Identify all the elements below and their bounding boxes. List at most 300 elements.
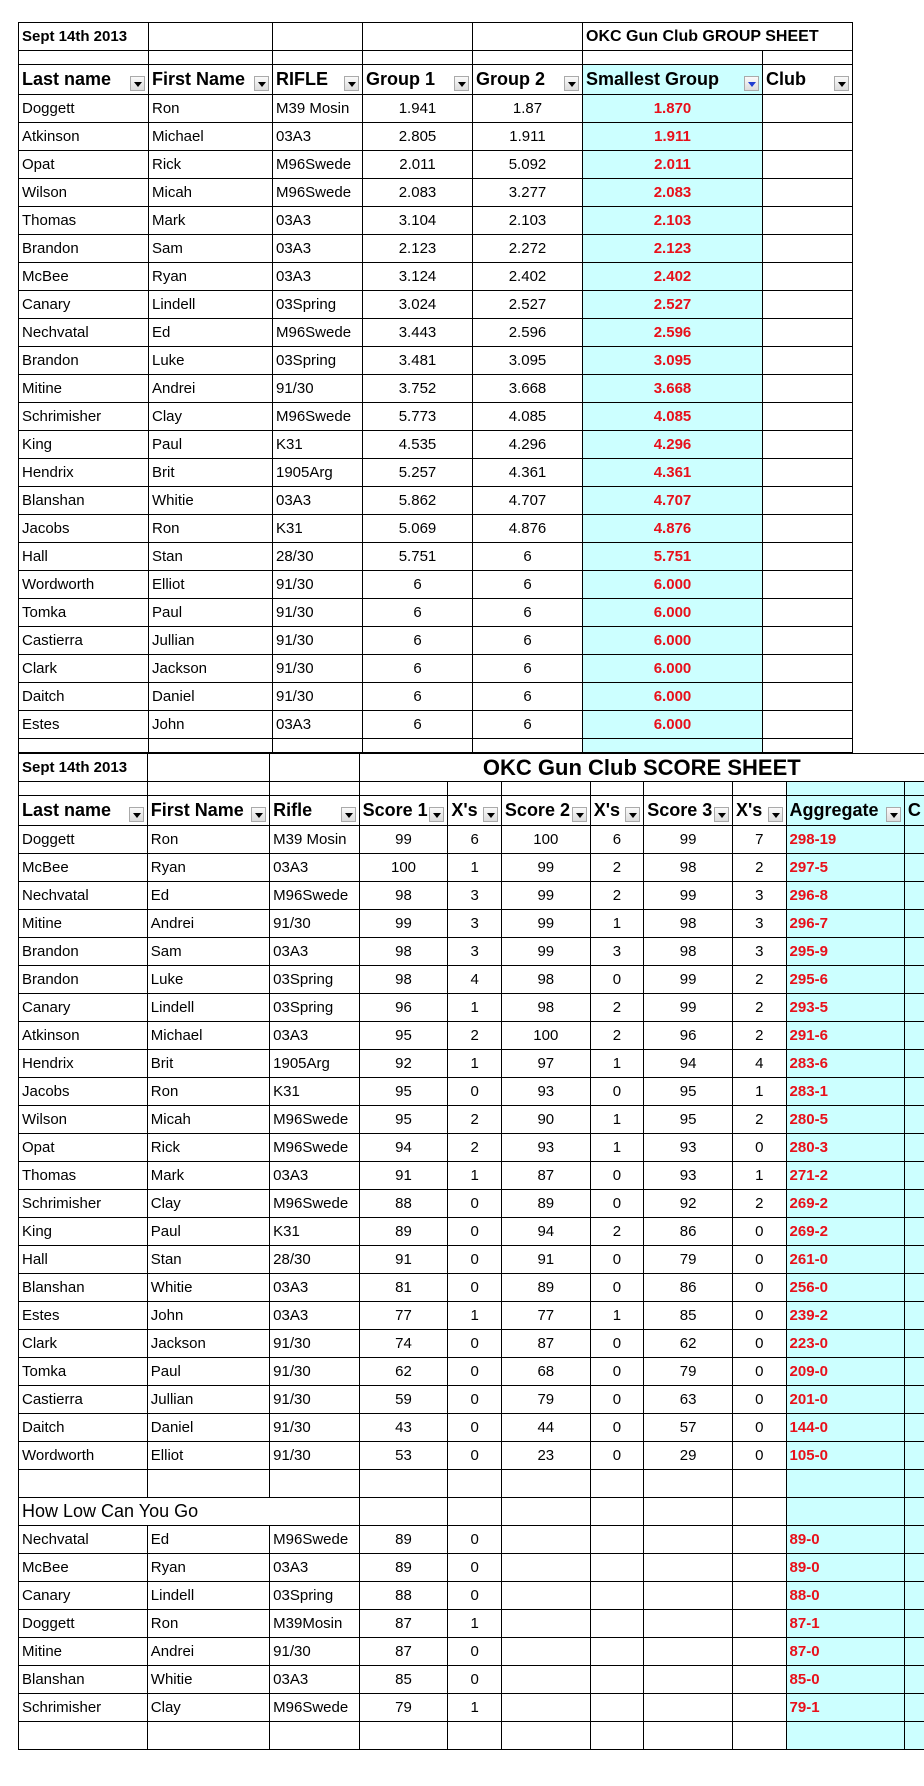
table-cell: 3.481 (363, 347, 473, 375)
table-cell (763, 291, 853, 319)
table-cell: 03A3 (270, 1554, 359, 1582)
table-cell: 68 (501, 1358, 590, 1386)
table-cell (904, 1134, 924, 1162)
table-cell: 5.257 (363, 459, 473, 487)
column-header-label: Score 3 (647, 799, 713, 820)
table-cell: Nechvatal (19, 1526, 148, 1554)
table-row (19, 1526, 924, 1554)
table-cell (590, 1526, 644, 1554)
table-cell: Andrei (147, 910, 269, 938)
table-cell: 4.876 (583, 515, 763, 543)
table-cell: 03A3 (270, 854, 359, 882)
table-cell: M96Swede (273, 403, 363, 431)
table-cell (733, 1554, 787, 1582)
table-cell (763, 179, 853, 207)
table-cell: 291-6 (786, 1022, 904, 1050)
table-cell: 3.104 (363, 207, 473, 235)
table-cell: 2 (733, 966, 787, 994)
table-cell: 1 (590, 1302, 644, 1330)
table-cell (763, 263, 853, 291)
table-cell: 03Spring (273, 347, 363, 375)
table-cell: 03A3 (270, 1274, 359, 1302)
table-cell: 2 (448, 1022, 502, 1050)
table-cell: 3 (590, 938, 644, 966)
filter-dropdown-icon[interactable] (834, 76, 849, 91)
table-cell (501, 1638, 590, 1666)
table-cell: K31 (270, 1078, 359, 1106)
table-cell: 98 (359, 882, 448, 910)
table-cell: 5.069 (363, 515, 473, 543)
table-cell: Andrei (149, 375, 273, 403)
table-cell: Nechvatal (19, 882, 148, 910)
table-cell: 4 (448, 966, 502, 994)
table-cell: 0 (448, 1218, 502, 1246)
column-header-label: Club (766, 68, 806, 89)
table-cell: Brandon (19, 966, 148, 994)
table-cell: M39 Mosin (273, 95, 363, 123)
table-cell: 95 (359, 1078, 448, 1106)
table-cell: Sam (149, 235, 273, 263)
table-cell: K31 (273, 515, 363, 543)
table-cell: 85 (644, 1302, 733, 1330)
filter-dropdown-icon[interactable] (251, 807, 266, 822)
table-cell: 2.527 (473, 291, 583, 319)
table-cell: 03A3 (270, 1022, 359, 1050)
table-cell (501, 1526, 590, 1554)
table-cell: Whitie (147, 1274, 269, 1302)
table-cell: Paul (149, 431, 273, 459)
table-cell: Daniel (149, 683, 273, 711)
table-cell: 0 (733, 1386, 787, 1414)
table-cell: 100 (359, 854, 448, 882)
table-cell (904, 966, 924, 994)
table-cell: 91/30 (273, 627, 363, 655)
table-cell (763, 711, 853, 739)
table-row (19, 1582, 924, 1610)
table-cell: Doggett (19, 1610, 148, 1638)
table-cell: 6 (363, 683, 473, 711)
table-cell (644, 1526, 733, 1554)
column-header (19, 796, 148, 826)
table-row (19, 1190, 924, 1218)
table-cell: 5.751 (363, 543, 473, 571)
table-cell: 3.095 (473, 347, 583, 375)
table-cell (904, 1190, 924, 1218)
score-date: Sept 14th 2013 (19, 754, 148, 782)
table-cell: 1 (448, 1694, 502, 1722)
column-header (473, 65, 583, 95)
table-cell: 5.862 (363, 487, 473, 515)
table-cell: Ron (147, 1610, 269, 1638)
table-cell: Castierra (19, 627, 149, 655)
table-cell: 5.773 (363, 403, 473, 431)
table-cell: Jullian (147, 1386, 269, 1414)
table-cell: John (149, 711, 273, 739)
table-row (19, 347, 853, 375)
table-cell: Ron (149, 95, 273, 123)
table-cell: 03A3 (273, 711, 363, 739)
table-cell: 4.361 (583, 459, 763, 487)
table-cell: 2.402 (473, 263, 583, 291)
column-header-label: Last name (22, 799, 112, 820)
filter-dropdown-icon[interactable] (886, 807, 901, 822)
table-cell (590, 1666, 644, 1694)
table-cell: King (19, 1218, 148, 1246)
table-cell: 90 (501, 1106, 590, 1134)
table-cell: Tomka (19, 1358, 148, 1386)
table-cell: 95 (644, 1078, 733, 1106)
table-cell: 63 (644, 1386, 733, 1414)
table-cell: Tomka (19, 599, 149, 627)
table-cell: 03Spring (270, 966, 359, 994)
table-cell: 03A3 (273, 487, 363, 515)
table-cell: 91/30 (270, 1358, 359, 1386)
table-row (19, 826, 924, 854)
table-cell (501, 1554, 590, 1582)
table-cell: 4.361 (473, 459, 583, 487)
table-cell (763, 459, 853, 487)
table-cell: 0 (448, 1554, 502, 1582)
table-cell: 1 (448, 994, 502, 1022)
table-cell: Whitie (147, 1666, 269, 1694)
table-cell: 79 (359, 1694, 448, 1722)
table-cell: 6 (363, 571, 473, 599)
table-row (19, 319, 853, 347)
table-cell: Paul (147, 1358, 269, 1386)
table-cell: Paul (147, 1218, 269, 1246)
table-cell (733, 1666, 787, 1694)
table-cell: 87-0 (786, 1638, 904, 1666)
table-cell: Blanshan (19, 487, 149, 515)
table-cell: 28/30 (270, 1246, 359, 1274)
filter-dropdown-icon[interactable] (344, 76, 359, 91)
table-row (19, 1302, 924, 1330)
table-cell: Brit (149, 459, 273, 487)
table-cell: 2 (448, 1134, 502, 1162)
table-cell (733, 1582, 787, 1610)
table-cell: 89 (501, 1274, 590, 1302)
table-cell: M96Swede (273, 319, 363, 347)
table-cell: 6 (473, 571, 583, 599)
table-cell: 85-0 (786, 1666, 904, 1694)
table-cell: M96Swede (270, 1526, 359, 1554)
table-cell (904, 1554, 924, 1582)
table-cell: 2.103 (583, 207, 763, 235)
table-cell: 91/30 (273, 683, 363, 711)
table-cell (763, 403, 853, 431)
table-cell: 0 (590, 1414, 644, 1442)
table-cell: 6 (473, 599, 583, 627)
table-row (19, 910, 924, 938)
table-row (19, 95, 853, 123)
table-cell: McBee (19, 263, 149, 291)
table-cell: 6.000 (583, 655, 763, 683)
table-cell: 0 (448, 1078, 502, 1106)
filter-dropdown-icon[interactable] (714, 807, 729, 822)
table-cell (904, 826, 924, 854)
table-cell: 0 (733, 1246, 787, 1274)
table-cell: 0 (733, 1414, 787, 1442)
column-header-label: Score 1 (362, 799, 428, 820)
table-cell: 94 (501, 1218, 590, 1246)
table-row (19, 1442, 924, 1470)
table-cell (763, 683, 853, 711)
table-cell (904, 938, 924, 966)
table-cell: 296-7 (786, 910, 904, 938)
filter-dropdown-icon[interactable] (454, 76, 469, 91)
table-cell: 86 (644, 1218, 733, 1246)
table-cell: 298-19 (786, 826, 904, 854)
table-cell: 6 (363, 599, 473, 627)
table-cell (904, 1414, 924, 1442)
table-cell (590, 1638, 644, 1666)
table-cell: 0 (733, 1274, 787, 1302)
table-row (19, 543, 853, 571)
table-cell: Lindell (147, 1582, 269, 1610)
table-cell (904, 1246, 924, 1274)
filter-dropdown-icon[interactable] (254, 76, 269, 91)
filter-dropdown-icon[interactable] (564, 76, 579, 91)
filter-dropdown-icon[interactable] (483, 807, 498, 822)
table-cell: Hendrix (19, 459, 149, 487)
table-cell: Wilson (19, 179, 149, 207)
table-cell: 0 (448, 1582, 502, 1610)
table-cell: M96Swede (270, 1694, 359, 1722)
column-header-label: X's (736, 799, 763, 820)
table-cell: Lindell (149, 291, 273, 319)
table-cell: 86 (644, 1274, 733, 1302)
table-cell: 0 (448, 1638, 502, 1666)
table-cell (644, 1610, 733, 1638)
table-cell: 99 (359, 910, 448, 938)
table-cell: 0 (448, 1442, 502, 1470)
table-cell: 2.083 (583, 179, 763, 207)
table-row (19, 263, 853, 291)
table-cell: 2.011 (363, 151, 473, 179)
table-cell: 03A3 (273, 207, 363, 235)
table-cell (763, 151, 853, 179)
table-cell (763, 599, 853, 627)
table-cell: 295-9 (786, 938, 904, 966)
table-cell: 0 (590, 966, 644, 994)
table-cell (501, 1666, 590, 1694)
table-cell: 59 (359, 1386, 448, 1414)
table-cell: 4.707 (583, 487, 763, 515)
table-cell: Clark (19, 655, 149, 683)
table-cell: M96Swede (270, 882, 359, 910)
column-header-label: RIFLE (276, 68, 328, 89)
table-cell: 1.911 (583, 123, 763, 151)
table-row (19, 655, 853, 683)
table-cell: 43 (359, 1414, 448, 1442)
table-cell (590, 1582, 644, 1610)
table-cell: 89 (359, 1554, 448, 1582)
table-cell: 3.752 (363, 375, 473, 403)
table-cell (763, 123, 853, 151)
column-header-label: First Name (150, 799, 244, 820)
filter-dropdown-icon[interactable] (429, 807, 444, 822)
table-cell: 93 (501, 1134, 590, 1162)
table-cell (904, 1106, 924, 1134)
table-cell: 89 (501, 1190, 590, 1218)
table-cell: 3.668 (473, 375, 583, 403)
table-cell: Clark (19, 1330, 148, 1358)
table-cell: Rick (147, 1134, 269, 1162)
table-cell: 87 (359, 1610, 448, 1638)
column-header (149, 65, 273, 95)
table-cell: 6 (448, 826, 502, 854)
table-cell: 296-8 (786, 882, 904, 910)
table-cell: 95 (644, 1106, 733, 1134)
table-cell: 6 (363, 711, 473, 739)
table-cell: 269-2 (786, 1218, 904, 1246)
table-row (19, 403, 853, 431)
column-header (270, 796, 359, 826)
table-cell: 6 (473, 655, 583, 683)
filter-dropdown-icon[interactable] (129, 807, 144, 822)
table-row (19, 571, 853, 599)
table-cell: Opat (19, 1134, 148, 1162)
table-cell: 256-0 (786, 1274, 904, 1302)
table-cell: McBee (19, 1554, 148, 1582)
table-cell: M96Swede (270, 1134, 359, 1162)
table-cell: 1 (590, 1134, 644, 1162)
table-cell: 209-0 (786, 1358, 904, 1386)
table-cell: Ryan (147, 854, 269, 882)
column-header (448, 796, 502, 826)
table-cell (904, 1694, 924, 1722)
table-cell: 6.000 (583, 627, 763, 655)
table-cell: 77 (501, 1302, 590, 1330)
column-header: C (904, 796, 924, 826)
table-cell: Clay (147, 1694, 269, 1722)
table-cell: 99 (644, 826, 733, 854)
table-cell: 93 (501, 1078, 590, 1106)
table-cell: 91/30 (273, 655, 363, 683)
table-cell: 98 (359, 938, 448, 966)
table-cell: 2 (733, 854, 787, 882)
table-cell: 6 (473, 711, 583, 739)
table-cell (904, 1358, 924, 1386)
table-cell (501, 1582, 590, 1610)
group-date: Sept 14th 2013 (19, 23, 149, 51)
table-cell: 3.024 (363, 291, 473, 319)
table-cell: Luke (149, 347, 273, 375)
table-cell: 280-5 (786, 1106, 904, 1134)
table-row (19, 1610, 924, 1638)
table-cell: 98 (644, 938, 733, 966)
table-cell: 6 (363, 655, 473, 683)
table-cell: 0 (733, 1134, 787, 1162)
table-cell: 0 (733, 1442, 787, 1470)
filter-dropdown-icon[interactable] (744, 76, 759, 91)
filter-dropdown-icon[interactable] (768, 807, 783, 822)
table-cell: Doggett (19, 95, 149, 123)
filter-dropdown-icon[interactable] (130, 76, 145, 91)
table-cell: 3 (448, 910, 502, 938)
table-row (19, 1274, 924, 1302)
table-cell: Clay (147, 1190, 269, 1218)
table-cell: 283-6 (786, 1050, 904, 1078)
table-cell: 2 (448, 1106, 502, 1134)
table-cell: 4.085 (473, 403, 583, 431)
table-cell (763, 627, 853, 655)
table-row (19, 459, 853, 487)
table-cell: 0 (733, 1218, 787, 1246)
table-cell: 98 (644, 854, 733, 882)
table-cell: 2 (733, 994, 787, 1022)
table-cell: 1 (590, 1106, 644, 1134)
table-cell (644, 1666, 733, 1694)
table-cell: 6.000 (583, 683, 763, 711)
table-cell: 6 (363, 627, 473, 655)
table-cell: 1905Arg (273, 459, 363, 487)
table-cell: 100 (501, 826, 590, 854)
table-cell: 2 (733, 1190, 787, 1218)
table-cell: 62 (644, 1330, 733, 1358)
table-cell: 89 (359, 1218, 448, 1246)
table-cell: 03Spring (273, 291, 363, 319)
table-cell: Brandon (19, 347, 149, 375)
table-row (19, 1414, 924, 1442)
table-cell: 74 (359, 1330, 448, 1358)
table-cell: K31 (273, 431, 363, 459)
table-cell: 4.707 (473, 487, 583, 515)
table-cell: 79-1 (786, 1694, 904, 1722)
table-cell: 94 (359, 1134, 448, 1162)
table-cell: Hall (19, 1246, 148, 1274)
table-cell: 2 (590, 1022, 644, 1050)
table-cell: Jullian (149, 627, 273, 655)
table-cell: 1 (590, 910, 644, 938)
table-cell: 96 (644, 1022, 733, 1050)
table-cell (904, 994, 924, 1022)
table-cell: 79 (644, 1358, 733, 1386)
table-cell: 6.000 (583, 711, 763, 739)
table-cell: 91/30 (270, 910, 359, 938)
table-cell: 3 (733, 882, 787, 910)
column-header (590, 796, 644, 826)
table-cell: 3.443 (363, 319, 473, 347)
table-cell: 2.011 (583, 151, 763, 179)
table-cell (904, 1582, 924, 1610)
table-cell: 2.083 (363, 179, 473, 207)
filter-dropdown-icon[interactable] (341, 807, 356, 822)
table-cell: 99 (644, 882, 733, 910)
table-cell (763, 487, 853, 515)
column-header-label: Last name (22, 68, 112, 89)
table-cell (904, 1442, 924, 1470)
filter-dropdown-icon[interactable] (572, 807, 587, 822)
table-cell: 2.103 (473, 207, 583, 235)
table-cell: 57 (644, 1414, 733, 1442)
table-cell: 91/30 (270, 1442, 359, 1470)
table-cell: 105-0 (786, 1442, 904, 1470)
table-cell: 280-3 (786, 1134, 904, 1162)
table-cell: Atkinson (19, 123, 149, 151)
table-cell: M39 Mosin (270, 826, 359, 854)
table-cell: Daitch (19, 1414, 148, 1442)
table-cell: Lindell (147, 994, 269, 1022)
table-cell: 2 (590, 854, 644, 882)
table-cell: 98 (501, 994, 590, 1022)
table-cell: Atkinson (19, 1022, 148, 1050)
table-row (19, 683, 853, 711)
table-cell: Wordworth (19, 1442, 148, 1470)
table-cell: 269-2 (786, 1190, 904, 1218)
filter-dropdown-icon[interactable] (625, 807, 640, 822)
table-cell: 03A3 (270, 1666, 359, 1694)
